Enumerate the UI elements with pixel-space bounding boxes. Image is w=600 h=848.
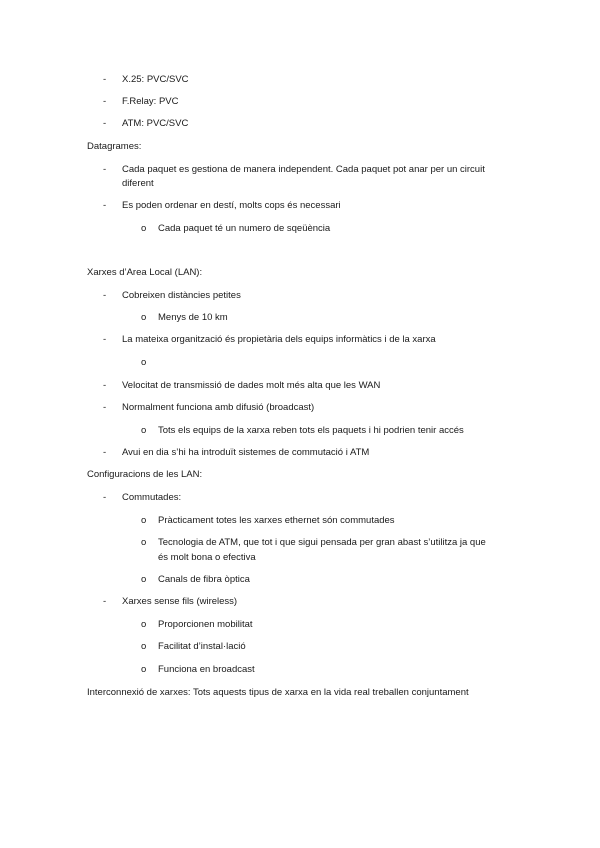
circle-bullet: o (141, 574, 147, 585)
list-item-frelay: F.Relay: PVC (122, 96, 179, 107)
list-item-text: Cobreixen distàncies petites (122, 290, 241, 301)
dash-bullet: - (103, 492, 107, 503)
dash-bullet: - (103, 200, 107, 211)
list-item-text: La mateixa organització és propietària dels equips informàtics i de la xarxa (122, 334, 436, 345)
list-item-atm: ATM: PVC/SVC (122, 118, 189, 129)
circle-bullet: o (141, 641, 147, 652)
sub-list-item-text: Facilitat d’instal·lació (158, 641, 246, 652)
paragraph-interconnexio: Interconnexió de xarxes: Tots aquests tipus de xarxa en la vida real treballen conjuntament (87, 687, 469, 698)
list-item-text: Es poden ordenar en destí, molts cops és necessari (122, 200, 341, 211)
list-item-text: Cada paquet es gestiona de manera independent. Cada paquet pot anar per un circuit (122, 164, 485, 175)
dash-bullet: - (103, 334, 107, 345)
dash-bullet: - (103, 447, 107, 458)
circle-bullet: o (141, 515, 147, 526)
section-heading-configuracions: Configuracions de les LAN: (87, 469, 203, 480)
circle-bullet: o (141, 223, 147, 234)
sub-list-item-text: Pràcticament totes les xarxes ethernet són commutades (158, 515, 395, 526)
list-item-x25: X.25: PVC/SVC (122, 74, 189, 85)
sub-list-item-text: Canals de fibra òptica (158, 574, 250, 585)
sub-list-item-text-continued: és molt bona o efectiva (158, 552, 256, 563)
sub-list-item-text: Tecnologia de ATM, que tot i que sigui pensada per gran abast s’utilitza ja que (158, 537, 486, 548)
dash-bullet: - (103, 74, 107, 85)
circle-bullet: o (141, 425, 147, 436)
list-item-text: Velocitat de transmissió de dades molt més alta que les WAN (122, 380, 381, 391)
section-heading-datagrames: Datagrames: (87, 141, 142, 152)
list-item-text-continued: diferent (122, 178, 154, 189)
sub-list-item-text: Menys de 10 km (158, 312, 228, 323)
sub-list-item-text: Funciona en broadcast (158, 664, 255, 675)
section-heading-lan: Xarxes d’Area Local (LAN): (87, 267, 203, 278)
dash-bullet: - (103, 596, 107, 607)
circle-bullet-empty: o (141, 357, 147, 368)
dash-bullet: - (103, 380, 107, 391)
circle-bullet: o (141, 312, 147, 323)
list-item-text: Xarxes sense fils (wireless) (122, 596, 238, 607)
sub-list-item-text: Proporcionen mobilitat (158, 619, 253, 630)
sub-list-item-text: Cada paquet té un numero de sqeüència (158, 223, 331, 234)
list-item-text: Avui en dia s’hi ha introduït sistemes de commutació i ATM (122, 447, 370, 458)
dash-bullet: - (103, 402, 107, 413)
list-item-text: Normalment funciona amb difusió (broadcast) (122, 402, 315, 413)
circle-bullet: o (141, 619, 147, 630)
circle-bullet: o (141, 664, 147, 675)
dash-bullet: - (103, 118, 107, 129)
sub-list-item-text: Tots els equips de la xarxa reben tots els paquets i hi podrien tenir accés (158, 425, 464, 436)
dash-bullet: - (103, 96, 107, 107)
list-item-text: Commutades: (122, 492, 182, 503)
circle-bullet: o (141, 537, 147, 548)
dash-bullet: - (103, 164, 107, 175)
dash-bullet: - (103, 290, 107, 301)
